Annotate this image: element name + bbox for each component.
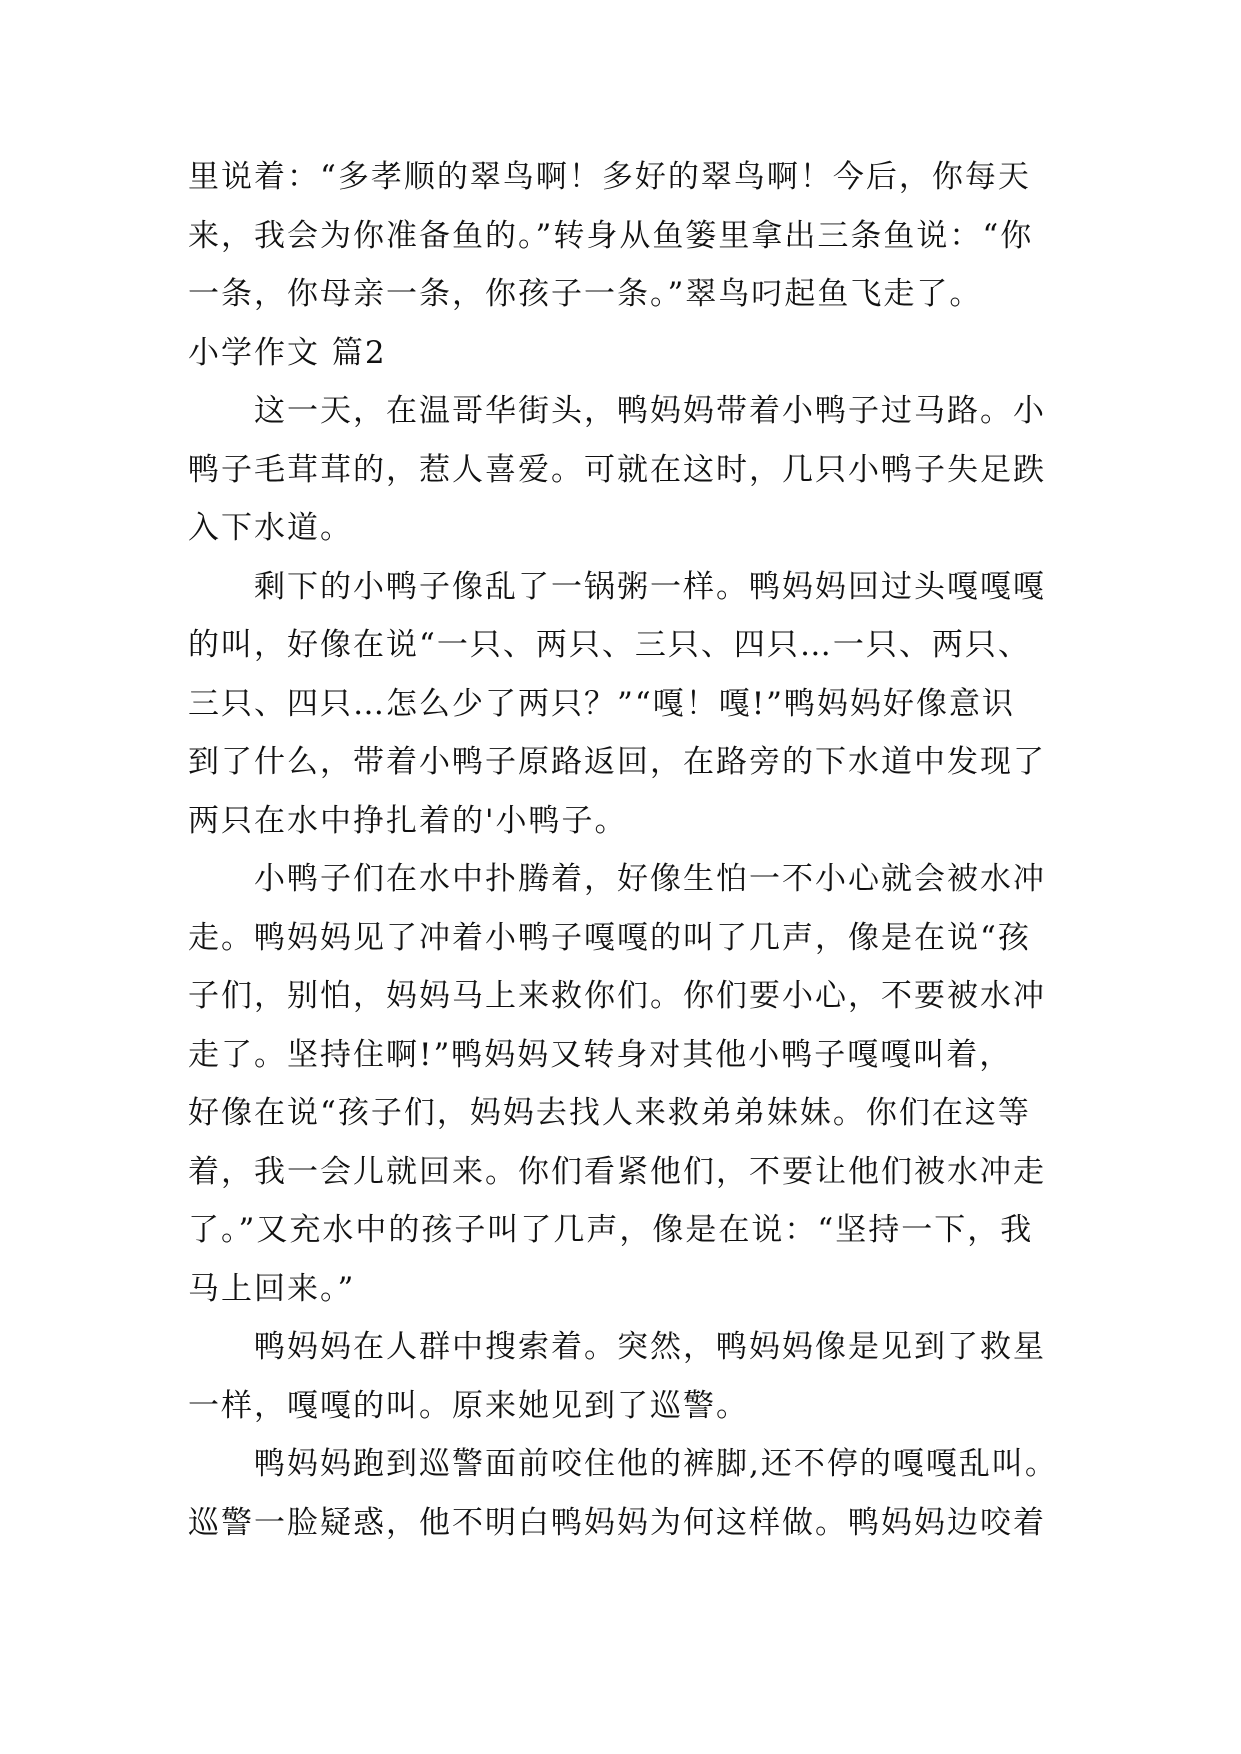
paragraph-line: 巡警一脸疑惑，他不明白鸭妈妈为何这样做。鸭妈妈边咬着 [188, 1504, 1046, 1541]
paragraph-line: 鸭子毛茸茸的，惹人喜爱。可就在这时，几只小鸭子失足跌 [188, 451, 1046, 488]
paragraph-line: 到了什么，带着小鸭子原路返回，在路旁的下水道中发现了 [188, 744, 1046, 780]
paragraph-line: 小鸭子们在水中扑腾着，好像生怕一不小心就会被水冲 [254, 861, 1046, 897]
section-heading: 小学作文 篇2 [188, 334, 387, 371]
paragraph-line: 一样，嘎嘎的叫。原来她见到了巡警。 [188, 1387, 749, 1424]
paragraph-line: 走了。坚持住啊!”鸭妈妈又转身对其他小鸭子嘎嘎叫着， [188, 1036, 1013, 1073]
paragraph-line: 子们，别怕，妈妈马上来救你们。你们要小心，不要被水冲 [188, 978, 1046, 1014]
paragraph-line: 着，我一会儿就回来。你们看紧他们，不要让他们被水冲走 [188, 1153, 1046, 1190]
paragraph-line: 马上回来。” [188, 1270, 356, 1307]
paragraph-line: 这一天，在温哥华街头，鸭妈妈带着小鸭子过马路。小 [254, 393, 1046, 429]
paragraph-line: 了。”又充水中的孩子叫了几声，像是在说：“坚持一下，我 [188, 1212, 1034, 1248]
paragraph-line: 走。鸭妈妈见了冲着小鸭子嘎嘎的叫了几声，像是在说“孩 [188, 919, 1031, 956]
essay-text [188, 148, 1068, 1552]
paragraph-line: 的叫，好像在说“一只、两只、三只、四只…一只、两只、 [188, 627, 1031, 663]
paragraph-line: 里说着：“多孝顺的翠鸟啊！多好的翠鸟啊！今后，你每天 [188, 159, 1031, 195]
paragraph-line: 一条，你母亲一条，你孩子一条。”翠鸟叼起鱼飞走了。 [188, 276, 983, 312]
paragraph-line: 入下水道。 [188, 510, 353, 546]
paragraph-line: 三只、四只…怎么少了两只？”“嘎！嘎!”鸭妈妈好像意识 [188, 685, 1015, 722]
paragraph-line: 来，我会为你准备鱼的。”转身从鱼篓里拿出三条鱼说：“你 [188, 217, 1034, 254]
paragraph-line: 鸭妈妈跑到巡警面前咬住他的裤脚,还不停的嘎嘎乱叫。 [254, 1446, 1058, 1482]
paragraph-line: 鸭妈妈在人群中搜索着。突然，鸭妈妈像是见到了救星 [254, 1329, 1046, 1365]
paragraph-line: 剩下的小鸭子像乱了一锅粥一样。鸭妈妈回过头嘎嘎嘎 [254, 568, 1046, 605]
paragraph-line: 两只在水中挣扎着的'小鸭子。 [188, 802, 628, 839]
paragraph-line: 好像在说“孩子们，妈妈去找人来救弟弟妹妹。你们在这等 [188, 1095, 1031, 1131]
